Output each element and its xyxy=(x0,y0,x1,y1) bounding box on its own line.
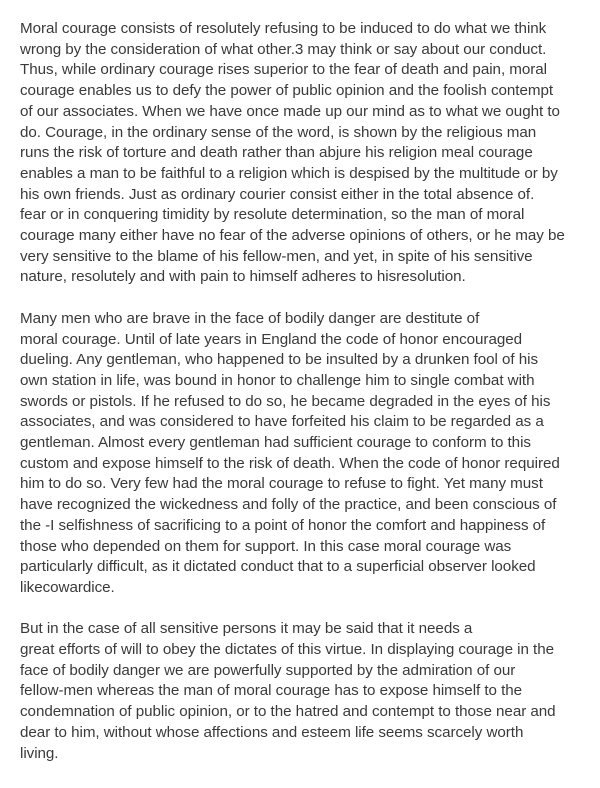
text-line: living. xyxy=(20,744,59,762)
text-line: his own friends. Just as ordinary courier consist either in the total absence of. xyxy=(20,185,535,203)
text-line: courage many either have no fear of the adverse opinions of others, or he may be xyxy=(20,227,565,245)
text-line: courage enables us to defy the power of public opinion and the foolish contempt xyxy=(20,82,554,100)
text-line: the -I selfishness of sacrificing to a point of honor the comfort and happiness of xyxy=(20,516,546,534)
text-line: likecowardice. xyxy=(20,578,115,596)
text-line: enables a man to be faithful to a religion which is despised by the multitude or by xyxy=(20,164,558,182)
text-line: runs the risk of torture and death rather than abjure his religion meal courage xyxy=(20,144,533,162)
paragraph-1 xyxy=(20,19,590,288)
text-line: Moral courage consists of resolutely refusing to be induced to do what we think xyxy=(20,20,547,37)
text-line: great efforts of will to obey the dictates of this virtue. In displaying courage in the xyxy=(20,641,554,659)
text-line: moral courage. Until of late years in England the code of honor encouraged xyxy=(20,330,523,348)
text-line: custom and expose himself to the risk of death. When the code of honor required xyxy=(20,454,560,472)
text-line: particularly difficult, as it dictated conduct that to a superficial observer looked xyxy=(20,558,536,576)
text-line: But in the case of all sensitive persons it may be said that it needs a xyxy=(20,620,473,638)
text-line: have recognized the wickedness and folly of the practice, and been conscious of xyxy=(20,496,557,514)
text-line: fellow-men whereas the man of moral courage has to expose himself to the xyxy=(20,682,523,700)
text-line: wrong by the consideration of what other.3 may think or say about our conduct. xyxy=(20,40,547,58)
text-line: nature, resolutely and with pain to himself adheres to hisresolution. xyxy=(20,268,466,286)
text-line: swords or pistols. If he refused to do so, he became degraded in the eyes of his xyxy=(20,392,551,410)
text-line: condemnation of public opinion, or to the hatred and contempt to those near and xyxy=(20,703,556,721)
text-line: dueling. Any gentleman, who happened to be insulted by a drunken fool of his xyxy=(20,351,539,369)
text-line: Thus, while ordinary courage rises superior to the fear of death and pain, moral xyxy=(20,61,548,79)
text-line: face of bodily danger we are powerfully supported by the admiration of our xyxy=(20,661,516,679)
text-line: own station in life, was bound in honor to challenge him to single combat with xyxy=(20,371,535,389)
text-line: him to do so. Very few had the moral courage to refuse to fight. Yet many must xyxy=(20,475,543,493)
text-line: do. Courage, in the ordinary sense of the word, is shown by the religious man xyxy=(20,123,537,141)
text-line: dear to him, without whose affections and esteem life seems scarcely worth xyxy=(20,723,524,741)
paragraph-3 xyxy=(20,619,590,764)
text-line: fear or in conquering timidity by resolute determination, so the man of moral xyxy=(20,206,525,224)
text-line: very sensitive to the blame of his fellow-men, and yet, in spite of his sensitive xyxy=(20,247,533,265)
text-line: those who depended on them for support. In this case moral courage was xyxy=(20,537,512,555)
text-line: gentleman. Almost every gentleman had sufficient courage to conform to this xyxy=(20,434,531,452)
text-line: Many men who are brave in the face of bodily danger are destitute of xyxy=(20,309,480,327)
text-line: of our associates. When we have once made up our mind as to what we ought to xyxy=(20,102,560,120)
paragraph-2 xyxy=(20,309,590,599)
text-line: associates, and was considered to have forfeited his claim to be regarded as a xyxy=(20,413,544,431)
